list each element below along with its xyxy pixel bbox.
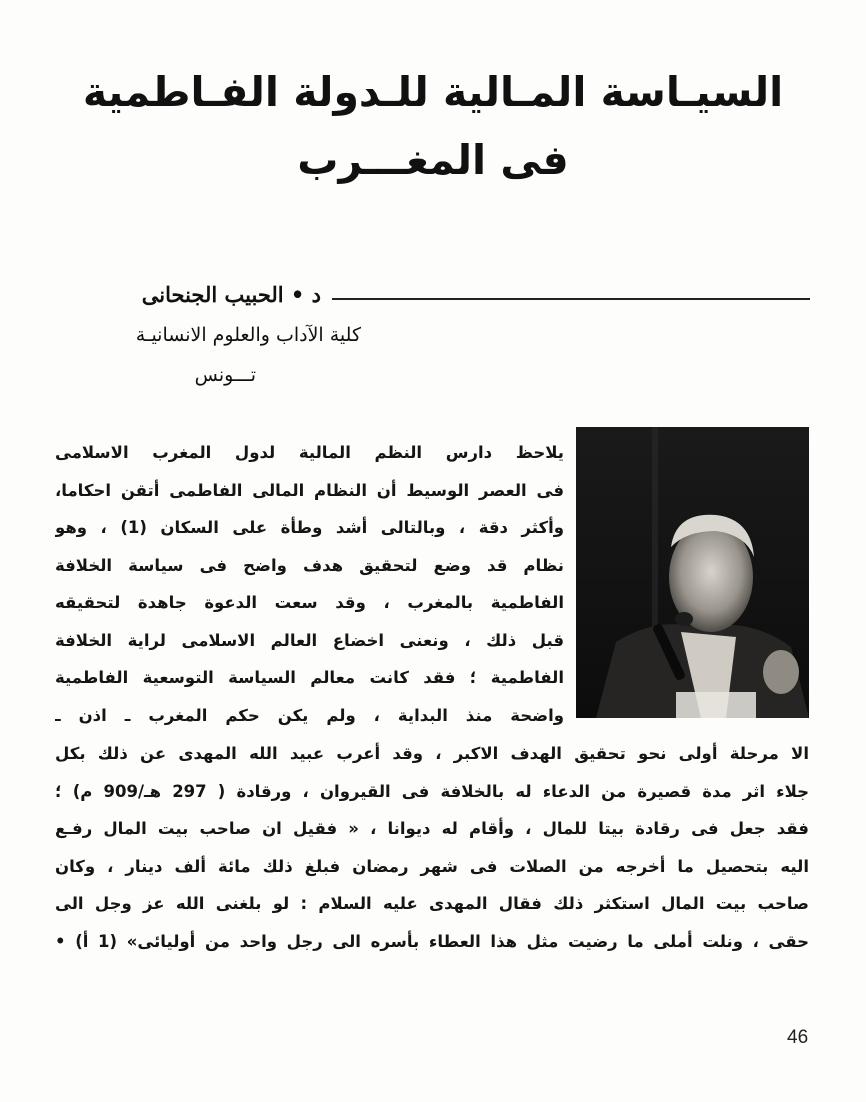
body-line: نظام قد وضع لتحقيق هدف واضح فى سياسة الخلافة xyxy=(55,555,564,575)
body-column-paragraph xyxy=(55,434,564,734)
author-affiliation: كلية الآداب والعلوم الانسانيـة xyxy=(135,324,361,346)
body-line: قبل ذلك ، ونعنى اخضاع العالم الاسلامى لراية الخلافة xyxy=(55,630,564,650)
author-name: د • الحبيب الجنحانى xyxy=(141,282,321,307)
body-line: فقد جعل فى رقادة بيتا للمال ، وأقام له ديوانا ، « فقيل ان صاحب بيت المال رفـع xyxy=(55,819,809,838)
body-line: فى العصر الوسيط أن النظام المالى الفاطمى أتقن احكاما، xyxy=(55,480,564,500)
body-line: الفاطمية بالمغرب ، وقد سعت الدعوة جاهدة لتحقيقه xyxy=(55,593,564,612)
article-title-line-2: فى المغـــرب xyxy=(297,136,569,184)
article-title-line-1: السيـاسة المـالية للـدولة الفـاطمية xyxy=(82,68,784,116)
body-line: جلاء اثر مدة قصيرة من الدعاء له بالخلافة فى القيروان ، ورقادة ( 297 هـ/909 م) ؛ xyxy=(55,781,809,801)
portrait-illustration xyxy=(576,427,809,718)
body-line: الفاطمية ؛ فقد كانت معالم السياسة التوسعية الفاطمية xyxy=(55,668,564,687)
body-full-width-paragraph xyxy=(55,735,809,960)
page-number: 46 xyxy=(787,1027,809,1048)
body-line: يلاحظ دارس النظم المالية لدول المغرب الاسلامى xyxy=(55,443,564,462)
body-line: الا مرحلة أولى نحو تحقيق الهدف الاكبر ، وقد أعرب عبيد الله المهدى عن ذلك بكل xyxy=(55,744,809,763)
body-line: وأكثر دقة ، وبالتالى أشد وطأة على السكان (1) ، وهو xyxy=(55,518,564,537)
body-line: واضحة منذ البداية ، ولم يكن حكم المغرب ـ اذن ـ xyxy=(55,705,564,725)
body-line: صاحب بيت المال استكثر ذلك فقال المهدى عليه السلام : لو بلغنى الله عز وجل الى xyxy=(55,894,809,913)
author-divider-rule xyxy=(332,298,810,300)
body-line: حقى ، ونلت أملى ما رضيت مثل هذا العطاء بأسره الى رجل واحد من أوليائى» (1 أ) • xyxy=(55,931,809,951)
author-portrait-photo xyxy=(576,427,809,718)
author-city: تـــونس xyxy=(194,364,256,386)
body-line: اليه بتحصيل ما أخرجه من الصلات فى شهر رمضان فبلغ ذلك مائة ألف دينار ، وكان xyxy=(55,856,809,876)
